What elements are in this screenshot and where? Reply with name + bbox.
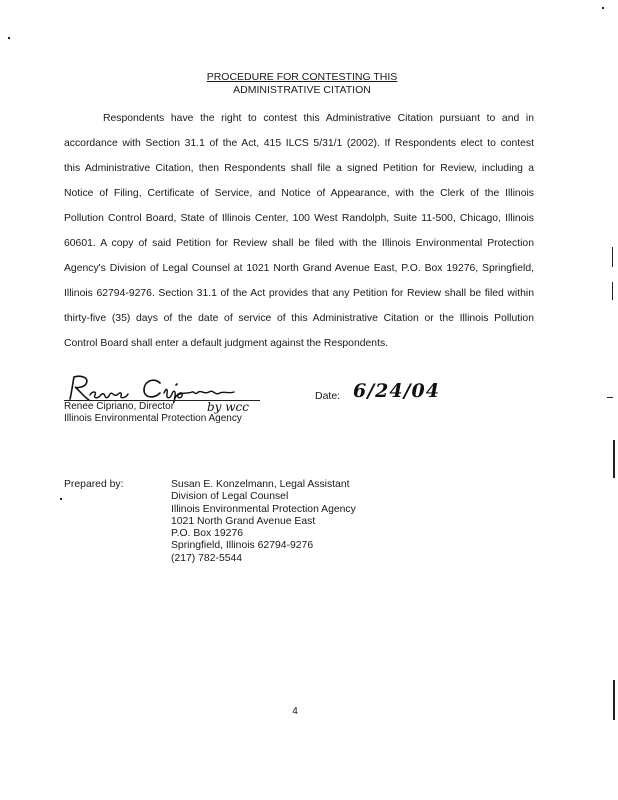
prepared-by-line: Susan E. Konzelmann, Legal Assistant	[171, 479, 350, 490]
body-line: Illinois 62794-9276. Section 31.1 of the Act provides that any Petition for Review shall be filed within	[64, 288, 534, 299]
body-line: Pollution Control Board, State of Illinois Center, 100 West Randolph, Suite 11-500, Chicago, Illinois	[64, 213, 534, 224]
page-number: 4	[292, 706, 298, 717]
body-line: Notice of Filing, Certificate of Service, and Notice of Appearance, with the Clerk of the Illinois	[64, 188, 534, 199]
handwritten-date: 6/24/04	[353, 380, 440, 402]
handwritten-initials: by wcc	[207, 400, 249, 414]
scan-edge-mark	[613, 680, 615, 720]
scan-edge-mark	[613, 440, 615, 478]
prepared-by-address-block	[171, 479, 356, 565]
scan-speck	[602, 7, 604, 9]
handwritten-signature	[64, 373, 264, 403]
prepared-by-line: Springfield, Illinois 62794-9276	[171, 540, 314, 552]
body-line: this Administrative Citation, then Respondents shall file a signed Petition for Review, including a	[64, 163, 534, 174]
prepared-by-line: Division of Legal Counsel	[171, 491, 289, 503]
body-line: 60601. A copy of said Petition for Review shall be filed with the Illinois Environmental Protection	[64, 238, 534, 249]
document-title-line-1: PROCEDURE FOR CONTESTING THIS	[206, 71, 398, 83]
document-title-line-2: ADMINISTRATIVE CITATION	[233, 84, 371, 96]
prepared-by-line: 1021 North Grand Avenue East	[171, 515, 316, 527]
signer-name-title: Renee Cipriano, Director	[64, 401, 175, 412]
date-label: Date:	[315, 390, 341, 402]
scan-edge-mark	[607, 397, 613, 398]
scan-speck	[8, 37, 10, 39]
prepared-by-line: (217) 782-5544	[171, 552, 243, 564]
scan-speck	[60, 498, 62, 500]
signer-agency: Illinois Environmental Protection Agency	[64, 413, 242, 424]
body-line: Agency's Division of Legal Counsel at 1021 North Grand Avenue East, P.O. Box 19276, Springfield,	[64, 263, 534, 274]
scan-edge-mark	[612, 282, 613, 300]
prepared-by-line: P.O. Box 19276	[171, 528, 244, 540]
body-line: Control Board shall enter a default judgment against the Respondents.	[64, 338, 389, 349]
body-line: thirty-five (35) days of the date of service of this Administrative Citation or the Illinois Pollution	[64, 313, 534, 324]
prepared-by-line: Illinois Environmental Protection Agency	[171, 503, 356, 515]
prepared-by-label: Prepared by:	[64, 479, 124, 490]
scan-edge-mark	[612, 247, 613, 267]
body-line: Respondents have the right to contest this Administrative Citation pursuant to and in	[103, 113, 534, 124]
body-line: accordance with Section 31.1 of the Act, 415 ILCS 5/31/1 (2002). If Respondents elect to contest	[64, 138, 534, 149]
